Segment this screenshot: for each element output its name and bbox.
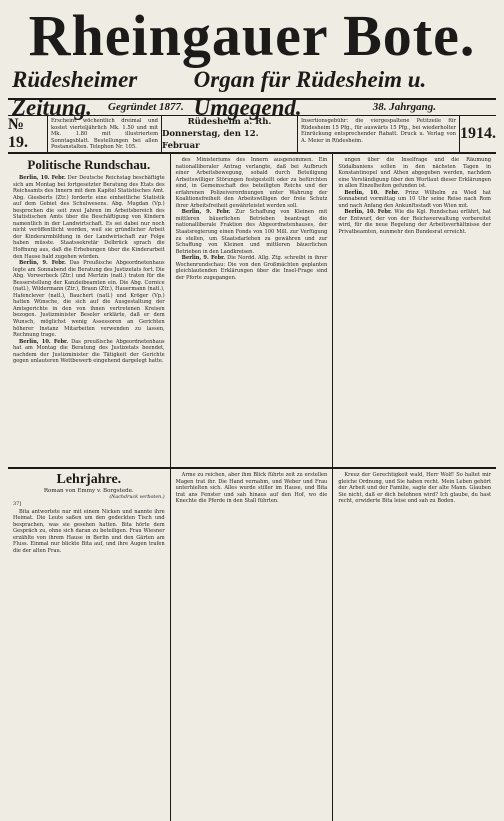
article-text: Zur Schaffung von Kleinen mit mittleren bäuerlichen Betrieben beantragt die nationalliberale Fraktion des Abgeordnetenhauses, der Staatsregierung einen Fonds von 100 Mill. zur Verfügung zu stellen, um Staatsdarlehen zu gewähren und zur Schaffung von Kleinen und mittleren bäuerlichen Betrieben in den Landkreisen. xyxy=(175,209,328,255)
year-label: 1914. xyxy=(460,125,496,142)
subtitle-left: Rüdesheimer Zeitung. xyxy=(12,67,138,120)
novel-heading: Lehrjahre. xyxy=(56,472,122,487)
novel-column-2 xyxy=(171,469,334,821)
article-paragraph xyxy=(338,209,491,235)
politics-heading: Politische Rundschau. xyxy=(27,157,151,172)
novel-column-1 xyxy=(8,469,171,821)
issue-number: № 19. xyxy=(8,116,48,152)
publish-note: Erscheint wöchentlich dreimal und kostet vierteljährlich Mk. 1.50 und mit Mk. 1.80 mit illustriertem Sonntagsblatt. Bestellungen bei allen Postanstalten. Telephon Nr. 105. xyxy=(48,116,162,152)
politics-column-2 xyxy=(171,154,334,467)
masthead-title: Rheingauer Bote. xyxy=(28,3,476,68)
article-text: Wie die Kgl. Rundschau erfährt, hat der Entwurf, der von der Reichsverwaltung vorbereitet wird, für die neue Regelung der Arbeitsverhältnisse der Privatbeamten, nunmehr den Bundesrat erreicht. xyxy=(338,209,491,236)
article-paragraph xyxy=(338,157,491,190)
article-paragraph xyxy=(176,157,328,209)
novel-text: Kreuz der Gerechtigkeit wald, Herr Wolf! So haltet mir gleiche Ordnung, und Sie haben recht. Mein Leben gehört der Arbeit und der Familie, sagte der alte Mann. Glauben Sie nicht, daß er dich belohnen wird? Ich glaube, du hast recht, erwiderte Bita leise und sah zu Boden. xyxy=(338,472,491,505)
place-label: Rüdesheim a. Rh. xyxy=(187,117,272,127)
novel-section xyxy=(8,469,496,821)
subtitle-right: Organ für Rüdesheim u. Umgegend. xyxy=(193,67,427,120)
politics-column-3 xyxy=(333,154,496,467)
article-paragraph xyxy=(176,255,328,281)
installment-number: 37] xyxy=(13,501,22,507)
article-text: ungen über die Inselfrage und die Räumung Südalbaniens sollen in den nächsten Tagen in Konstantinopel und Athen abgegeben werden, nachdem eine Verständigung über den Wortlaut dieser Erklärungen in allen Einzelheiten gefunden ist. xyxy=(338,157,491,190)
article-paragraph xyxy=(13,339,165,365)
info-row xyxy=(8,115,496,154)
article-text: Das preußische Abgeordnetenhaus hat am Montag die Beratung des Justizetats beendet, nachdem der Justizminister die Tätigkeit der Gerichte gegen unlauteren Wettbewerb eingehend dargelegt hatte. xyxy=(13,338,165,365)
article-dateline: Berlin, 10. Febr. xyxy=(344,189,400,196)
article-paragraph xyxy=(338,190,491,210)
ad-note: Insertionsgebühr: die viergespaltene Petitzeile für Rüdesheim 15 Pfg., für auswärts 15 Pfg., bei wiederholter Einrückung entsprechender Rabatt. Druck u. Verlag von A. Meier in Rüdesheim. xyxy=(298,116,460,152)
article-text: des Ministeriums des Innern ausgenommen. Ein nationalliberaler Antrag verlangte, daß bei Aufbruch einer Arbeitsbewegung, sobald durch Beteiligung Arbeitswilliger Störungen festgestellt oder zu befürchten sind, in Gemeinschaft des beteiligten Reichs und der erfahrenen Polizeiverordnungen unter Wahrung der Koalitionsfreiheit den Arbeitswilligen der freie Schutz ihrer Arbeitsfreiheit gewährleistet werden soll. xyxy=(175,157,328,209)
article-dateline: Berlin, 10. Febr. xyxy=(344,209,392,216)
article-paragraph xyxy=(13,175,165,260)
date-label: Donnerstag, den 12. Februar xyxy=(162,129,259,151)
article-dateline: Berlin, 9. Febr. xyxy=(181,209,231,216)
article-paragraph xyxy=(176,209,328,255)
article-text: Die Nordd. Allg. Ztg. schreibt in ihrer Wochenrundschau: Die von den Großmächten geplanten gleichlautenden Erklärungen über die Insel-Frage sind der Pforte zugegangen. xyxy=(175,255,328,281)
novel-reprint-note: (Nachdruck verboten.) xyxy=(109,495,165,500)
novel-text: Arme zu reichen, aber ihm Blick führte zeit zu erstellen Magen trat ihr. Die Hand vernahm, und Weber und Frau unterhielten sich. Alles wurde stiller im Hause, und Bita trat ans Fenster und sah hinaus auf den Hof, wo die Knechte die Pferde in den Stall führten. xyxy=(175,472,328,505)
article-dateline: Berlin, 10. Febr. xyxy=(19,175,66,181)
politics-section xyxy=(8,154,496,467)
article-text: Das Preußische Abgeordnetenhaus legte am Sonnabend die Beratung des Justizetats fort. Die Abg. Vorwerbeck (Ztr.) und Mertzin (natl.) traten für die Besserstellung der Kanzleibeamten ein. Die Abg. Cornice (natl.), Wildermann (Ztr.), Braun (Ztr.), Hauermann (natl.), Hafenclever (natl.), Bauchert (natl.) und Kröger (Vp.) hatten Wünsche, die sich auf die Ausgestaltung der Amtsgerichte in den von ihnen vertretenen Kreisen bezogen. Justizminister Beseler erklärte, daß er dem Wunsch, möglichst wenig Assessoren an Gerichten höherer Instanz Mitarbeiten verwenden zu lassen, Rechnung trage. xyxy=(13,260,165,339)
article-text: Der Deutsche Reichstag beschäftigte sich am Montag bei fortgesetzter Beratung des Etats des Reichsamts des Innern mit dem Kapitel Statistisches Amt. Abg. Giesberts (Ztr.) forderte eine einheitliche Statistik auf dem Gebiet des Schulwesens. Abg. Mugdan (Vp.) besprochen die seit zwei Jahren im Arbeitsbereich des Statistischen Amts über die Beschäftigung von Kindern namentlich in der Landwirtschaft. Es sei dabei nur noch nicht veröffentlicht worden, weil sie gründlicher Arbeit der Kinderarmbildung in der Landwirtschaft zur Folge haben müsste. Staatssekretär Delbrück sprach die Hoffnung aus, daß die Erhebungen über die Kinderarbeit den Hause bald zugehen würden. xyxy=(13,175,165,260)
date-cell xyxy=(162,116,298,152)
novel-column-3 xyxy=(333,469,496,821)
article-dateline: Berlin, 9. Febr. xyxy=(181,255,226,262)
article-paragraph xyxy=(13,260,165,339)
politics-column-1 xyxy=(8,154,171,467)
founded-label: Gegründet 1877. xyxy=(108,101,184,113)
article-text: Prinz Wilhelm zu Wied hat Sonnabend vormittag um 10 Uhr seine Reise nach Rom und nach Anfang den Ankunftsstadt von Wien mit. xyxy=(338,189,491,209)
novel-text: Bita antwortete nur mit einem Nicken und nannte ihre Heimat. Die Leute saßen um den gedeckten Tisch und besprachen, was sie gesehen hatten. Bita hörte dem Gespräch zu, ohne sich daran zu beteiligen. Frau Wiesner erzählte von ihrem Hause in Berlin und den Gärten am Fluss. Einmal nur blickte Bita auf, und ihre Augen trafen die der alten Frau. xyxy=(13,508,165,554)
volume-label: 38. Jahrgang. xyxy=(372,101,436,113)
article-dateline: Berlin, 10. Febr. xyxy=(19,338,69,345)
novel-byline: Roman von Emmy v. Borgstede. xyxy=(43,488,134,494)
article-dateline: Berlin, 9. Febr. xyxy=(19,260,66,267)
